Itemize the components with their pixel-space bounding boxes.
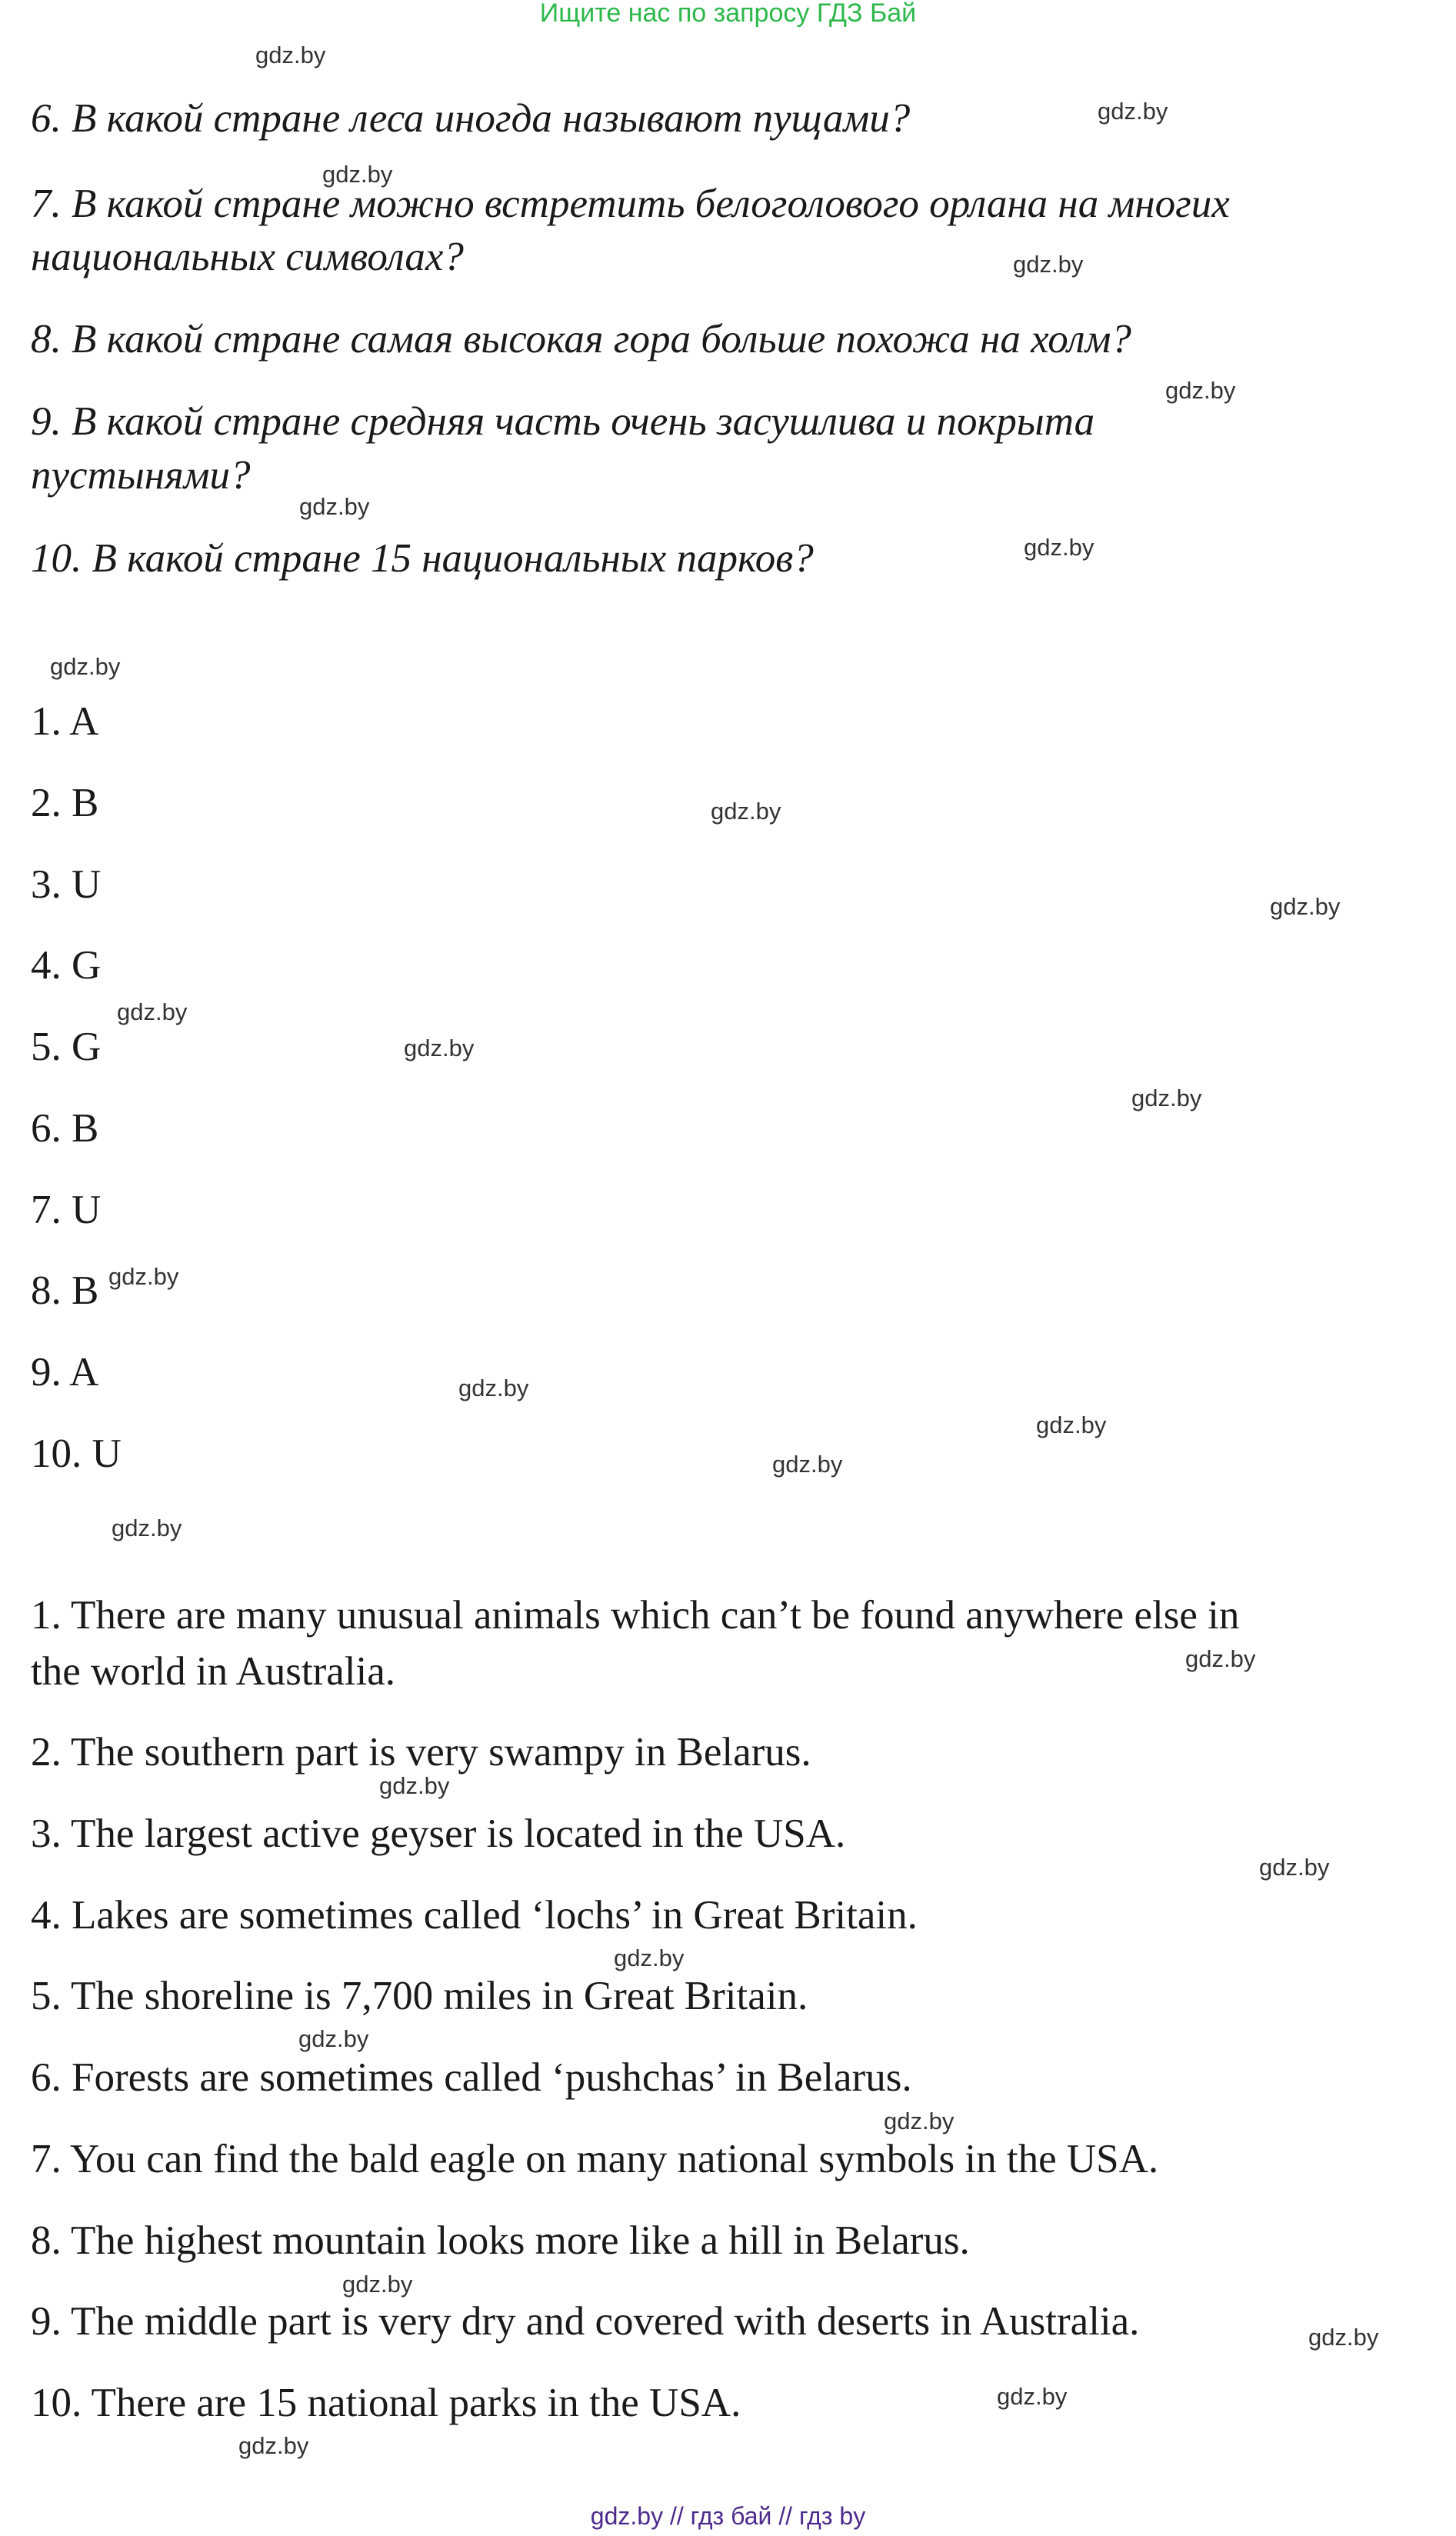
- watermark: gdz.by: [379, 1772, 450, 1799]
- watermark: gdz.by: [884, 2108, 955, 2134]
- watermark: gdz.by: [1024, 534, 1094, 561]
- answer-item: 9. A: [31, 1350, 99, 1395]
- watermark: gdz.by: [772, 1451, 843, 1478]
- watermark: gdz.by: [108, 1263, 179, 1290]
- watermark: gdz.by: [614, 1944, 685, 1971]
- watermark: gdz.by: [1013, 251, 1084, 278]
- answer-item: 10. U: [31, 1431, 122, 1476]
- answer-item: 6. B: [31, 1106, 99, 1151]
- sentence-line: 1. There are many unusual animals which can’t be found anywhere else in: [31, 1593, 1240, 1638]
- sentence-line: 3. The largest active geyser is located in the USA.: [31, 1811, 846, 1856]
- watermark: gdz.by: [1036, 1411, 1107, 1438]
- watermark: gdz.by: [112, 1515, 182, 1541]
- watermark: gdz.by: [1270, 893, 1341, 920]
- watermark: gdz.by: [997, 2383, 1068, 2410]
- watermark: gdz.by: [299, 493, 370, 520]
- watermark: gdz.by: [711, 798, 781, 825]
- question-line: национальных символах?: [31, 235, 464, 279]
- watermark: gdz.by: [458, 1375, 529, 1401]
- answer-item: 7. U: [31, 1188, 102, 1232]
- watermark: gdz.by: [1259, 1854, 1330, 1881]
- footer-links[interactable]: gdz.by // гдз бай // гдз by: [590, 2502, 866, 2530]
- site-banner[interactable]: Ищите нас по запросу ГДЗ Бай: [539, 0, 917, 28]
- question-line: 9. В какой стране средняя часть очень засушлива и покрыта: [31, 399, 1095, 444]
- question-line: пустынями?: [31, 453, 251, 498]
- watermark: gdz.by: [298, 2025, 369, 2052]
- watermark: gdz.by: [255, 42, 326, 68]
- sentence-line: 5. The shoreline is 7,700 miles in Great Britain.: [31, 1974, 808, 2018]
- watermark: gdz.by: [50, 653, 121, 680]
- question-line: 8. В какой стране самая высокая гора больше похожа на холм?: [31, 317, 1131, 362]
- question-line: 6. В какой стране леса иногда называют пущами?: [31, 96, 911, 141]
- sentence-line: the world in Australia.: [31, 1649, 395, 1694]
- answer-item: 2. B: [31, 781, 99, 825]
- watermark: gdz.by: [1098, 98, 1168, 125]
- answer-item: 5. G: [31, 1025, 102, 1069]
- sentence-line: 7. You can find the bald eagle on many national symbols in the USA.: [31, 2137, 1159, 2181]
- question-line: 10. В какой стране 15 национальных парков?: [31, 536, 814, 581]
- answer-item: 3. U: [31, 862, 102, 907]
- sentence-line: 4. Lakes are sometimes called ‘lochs’ in Great Britain.: [31, 1893, 918, 1938]
- sentence-line: 2. The southern part is very swampy in Belarus.: [31, 1730, 811, 1775]
- sentence-line: 9. The middle part is very dry and covered with deserts in Australia.: [31, 2299, 1140, 2344]
- sentence-line: 6. Forests are sometimes called ‘pushchas’ in Belarus.: [31, 2055, 912, 2100]
- watermark: gdz.by: [1131, 1085, 1202, 1111]
- watermark: gdz.by: [1308, 2324, 1379, 2351]
- watermark: gdz.by: [117, 998, 188, 1025]
- answer-item: 1. A: [31, 699, 99, 744]
- answer-item: 4. G: [31, 943, 102, 988]
- answer-item: 8. B: [31, 1268, 99, 1313]
- watermark: gdz.by: [322, 161, 393, 188]
- watermark: gdz.by: [238, 2432, 309, 2459]
- watermark: gdz.by: [404, 1035, 475, 1061]
- watermark: gdz.by: [342, 2271, 413, 2298]
- question-line: 7. В какой стране можно встретить белоголового орлана на многих: [31, 182, 1230, 226]
- watermark: gdz.by: [1185, 1645, 1256, 1672]
- watermark: gdz.by: [1165, 377, 1236, 404]
- sentence-line: 8. The highest mountain looks more like a hill in Belarus.: [31, 2218, 970, 2263]
- sentence-line: 10. There are 15 national parks in the USA.: [31, 2381, 741, 2425]
